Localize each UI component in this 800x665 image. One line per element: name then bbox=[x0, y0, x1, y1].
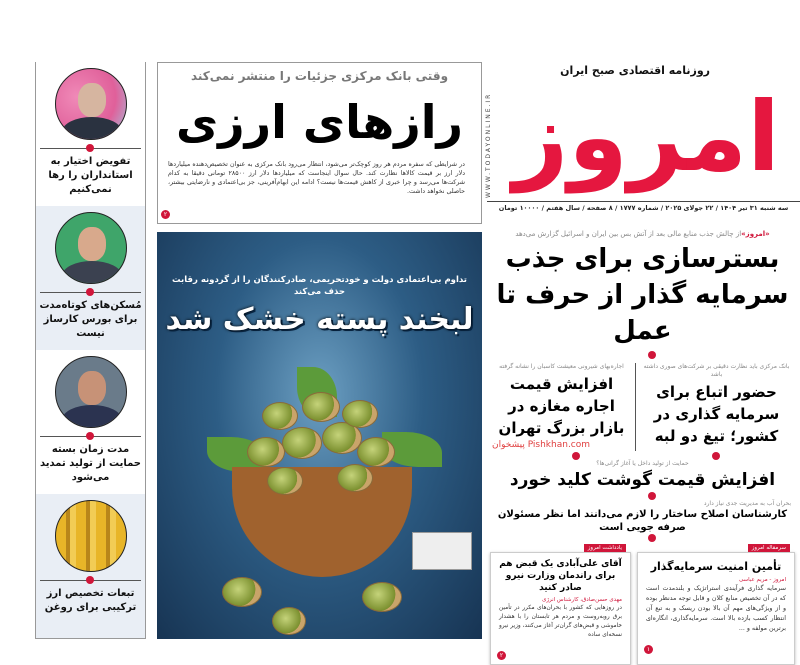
sidebar-caption: تبعات تخصیص ارز ترکیبی برای روغن bbox=[44, 588, 137, 613]
lead-headline[interactable]: بسترسازی برای جذب سرمایه گذار از حرف تا عمل bbox=[496, 244, 789, 346]
page-number-badge: ۲ bbox=[161, 210, 170, 219]
page-number-badge: ۱ bbox=[644, 645, 653, 654]
sidebar-column bbox=[35, 62, 146, 639]
masthead bbox=[487, 62, 800, 224]
photo-story-headline[interactable]: لبخند پسته خشک شد bbox=[165, 302, 474, 337]
sidebar-item-4[interactable] bbox=[36, 494, 145, 638]
top-story-kicker: وقتی بانک مرکزی جزئیات را منتشر نمی‌کند bbox=[190, 69, 449, 83]
opinion-row bbox=[488, 545, 797, 665]
note-box[interactable] bbox=[490, 545, 631, 665]
note-headline: آقای علی‌آبادی یک قبض هم برای راندمان وزارت نیرو صادر کنید bbox=[499, 559, 622, 593]
divider bbox=[40, 580, 141, 581]
story-b-kicker: اجاره‌بهای شیرونی معیشت کاسبان را نشانه گرفته bbox=[499, 363, 624, 370]
sidebar-caption: مدت زمان بسته حمایت از تولید تمدید می‌شود bbox=[39, 444, 142, 483]
story-c-kicker: حمایت از تولید داخل یا آغاز گرانی‌ها؟ bbox=[596, 460, 689, 467]
editorial-tag: سرمقاله امروز bbox=[748, 544, 790, 552]
sidebar-caption: مُسکن‌های کوتاه‌مدت برای بورس کارساز نیست bbox=[39, 300, 142, 339]
divider bbox=[40, 148, 141, 149]
right-column bbox=[488, 229, 797, 659]
story-a-kicker: بانک مرکزی باید نظارت دقیقی بر شرکت‌های صوری داشته باشد bbox=[643, 363, 790, 378]
top-story-headline[interactable]: رازهای ارزی bbox=[176, 95, 463, 149]
story-c-headline[interactable]: افزایش قیمت گوشت کلید خورد bbox=[509, 470, 776, 490]
editorial-box[interactable] bbox=[637, 545, 795, 665]
note-body: در روزهایی که کشور با بحران‌های مکرر در تأمین برق روبه‌روست و مردم هر تابستان را با هشدار خاموشی و قبض‌های گران‌تر آغاز می‌کنند، وزیر نیرو نسخه‌ای ساده bbox=[499, 605, 622, 638]
newspaper-logo: امروز bbox=[513, 81, 780, 193]
divider bbox=[40, 436, 141, 437]
top-story[interactable] bbox=[157, 62, 482, 224]
note-tag: یادداشت امروز bbox=[584, 544, 626, 552]
editorial-body: سرمایه گذاری فرآیندی استراتژیک و بلندمدت است که در آن تخصیص منابع کلان و قابل توجه مدنظر بوده و از ویژگی‌های مهم آن بالا بودن ریسک و به تبع آن انتظار کسب بازده بالا است. سرمایه‌گذاری، انگاره‌ای برترین مولفه و ... bbox=[646, 585, 786, 632]
editorial-headline: تأمین امنیت سرمایه‌گذار bbox=[650, 560, 782, 573]
note-byline: مهدی حسن‌صادق، کارشناس انرژی bbox=[542, 597, 622, 603]
photo-story-kicker: تداوم بی‌اعتمادی دولت و خودتحریمی، صادرکنندگان را از گردونه رقابت حذف می‌کند bbox=[172, 275, 467, 297]
photo-story[interactable] bbox=[157, 232, 482, 639]
issue-info: سه شنبه ۳۱ تیر ۱۴۰۴ / ۲۲ جولای ۲۰۲۵ / شماره ۱۷۷۷ / ۸ صفحه / سال هفتم / ۱۰۰۰۰ تومان bbox=[487, 201, 800, 213]
sidebar-caption: تفویض اختیار به استانداران را رها نمی‌کنیم bbox=[48, 156, 133, 195]
truck-image bbox=[412, 532, 472, 570]
portrait-photo bbox=[55, 68, 127, 140]
page-number-badge: ۲ bbox=[497, 651, 506, 660]
portrait-photo bbox=[55, 212, 127, 284]
divider bbox=[40, 292, 141, 293]
website-url: WWW.TODAYONLINE.IR bbox=[485, 92, 492, 198]
story-d-kicker: بحران آب به مدیریت جدی نیاز دارد bbox=[703, 500, 791, 507]
two-column-stories bbox=[488, 363, 797, 451]
story-d-headline[interactable]: کارشناسان اصلاح ساختار را لازم می‌دانند اما نظر مسئولان صرفه جویی است bbox=[497, 509, 788, 533]
portrait-photo bbox=[55, 356, 127, 428]
sidebar-item-2[interactable] bbox=[36, 206, 145, 350]
story-b[interactable] bbox=[488, 363, 635, 451]
lead-kicker: «امروز»از چالش جذب منابع مالی بعد از آتش بس بین ایران و اسرائیل گزارش می‌دهد bbox=[515, 230, 770, 238]
pishkhan-watermark: پیشخوان Pishkhan.com bbox=[492, 440, 591, 450]
pistachio-bowl-image bbox=[232, 467, 412, 577]
sidebar-item-3[interactable] bbox=[36, 350, 145, 494]
editorial-byline: امروز - مریم عباسی bbox=[738, 577, 786, 583]
story-a-headline[interactable]: حضور اتباع برای سرمایه گذاری در کشور؛ تیغ دو لبه bbox=[653, 383, 780, 445]
masthead-tagline: روزنامه اقتصادی صبح ایران bbox=[560, 64, 710, 77]
sidebar-item-1[interactable] bbox=[36, 62, 145, 206]
oil-bottles-photo bbox=[55, 500, 127, 572]
story-a[interactable] bbox=[635, 363, 797, 451]
story-b-headline[interactable]: افزایش قیمت اجاره مغازه در بازار بزرگ تهران bbox=[498, 375, 625, 437]
top-story-lead: در شرایطی که سفره مردم هر روز کوچک‌تر می‌شود، انتظار می‌رود بانک مرکزی به عنوان تخصیص‌دهنده میلیاردها دلار ارز بر قیمت کالاها نظارت کند. حال سوال اینجاست که میلیاردها دلار ارز ۲۸۵۰۰ تومانی دقیقا به کدام شرکت‌ها می‌رسد و چرا خبری از کاهش قیمت‌ها نیست؟ ادامه این ابهام‌آفرینی، جز بی‌اعتمادی و نارضایتی بیشتر، حاصلی نخواهد داشت. bbox=[168, 161, 465, 195]
